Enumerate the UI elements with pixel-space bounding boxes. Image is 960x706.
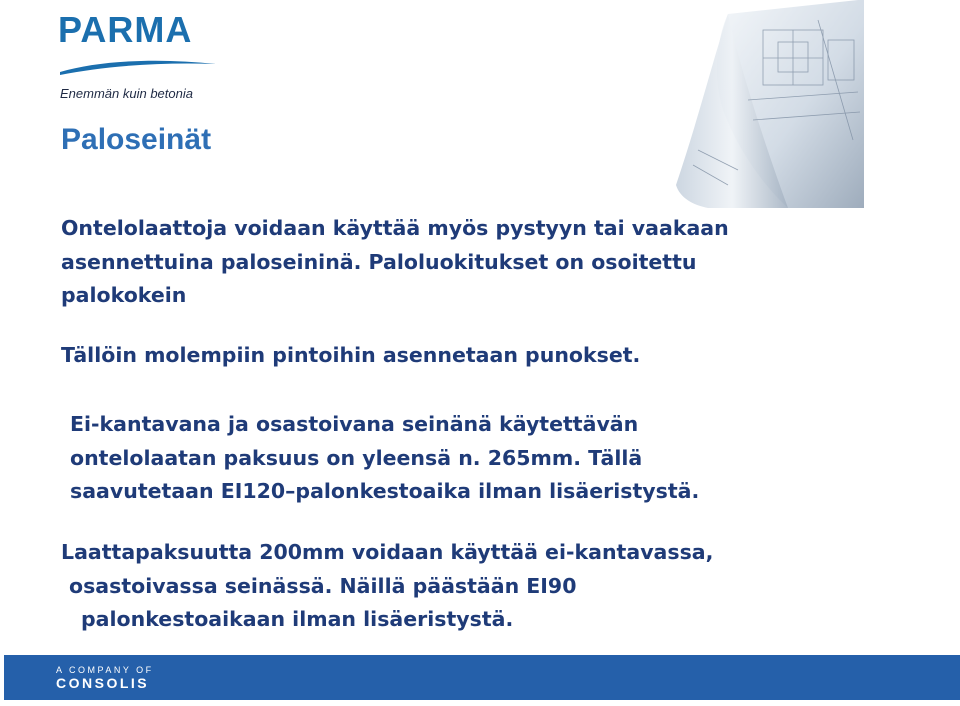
paragraph-line: asennettuina paloseininä. Paloluokitukset on osoitettu — [61, 249, 697, 274]
paragraph-line: Ontelolaattoja voidaan käyttää myös pystyyn tai vaakaan — [61, 216, 729, 240]
footer-bar — [4, 655, 960, 700]
paragraph-line: ontelolaatan paksuus on yleensä n. 265mm. Tällä — [70, 445, 643, 470]
paragraph-line: Tällöin molempiin pintoihin asennetaan punokset. — [61, 343, 641, 367]
paragraph-strands — [61, 339, 640, 373]
paragraph-line: palonkestoaikaan ilman lisäeristystä. — [81, 607, 514, 631]
paragraph-line: saavutetaan EI120–palonkestoaika ilman lisäeristystä. — [70, 479, 700, 503]
paragraph-line: Ei-kantavana ja osastoivana seinänä käytettävän — [70, 412, 639, 436]
paragraph-ei120 — [70, 408, 699, 509]
logo-swoosh-icon — [60, 58, 216, 76]
consolis-logo: CONSOLIS — [56, 675, 150, 691]
footer-company-of: A COMPANY OF — [56, 665, 154, 675]
paragraph-ei90 — [61, 536, 713, 637]
paragraph-line: palokokein — [61, 283, 187, 307]
slide-title: Paloseinät — [61, 123, 212, 156]
logo-tagline: Enemmän kuin betonia — [60, 86, 193, 101]
paragraph-hollowcore-walls — [61, 212, 729, 313]
logo-wordmark: PARMA — [58, 9, 193, 50]
paragraph-line: osastoivassa seinässä. Näillä päästään EI90 — [69, 573, 577, 598]
blueprint-scroll-image — [668, 0, 864, 210]
paragraph-line: Laattapaksuutta 200mm voidaan käyttää ei-kantavassa, — [61, 540, 714, 564]
